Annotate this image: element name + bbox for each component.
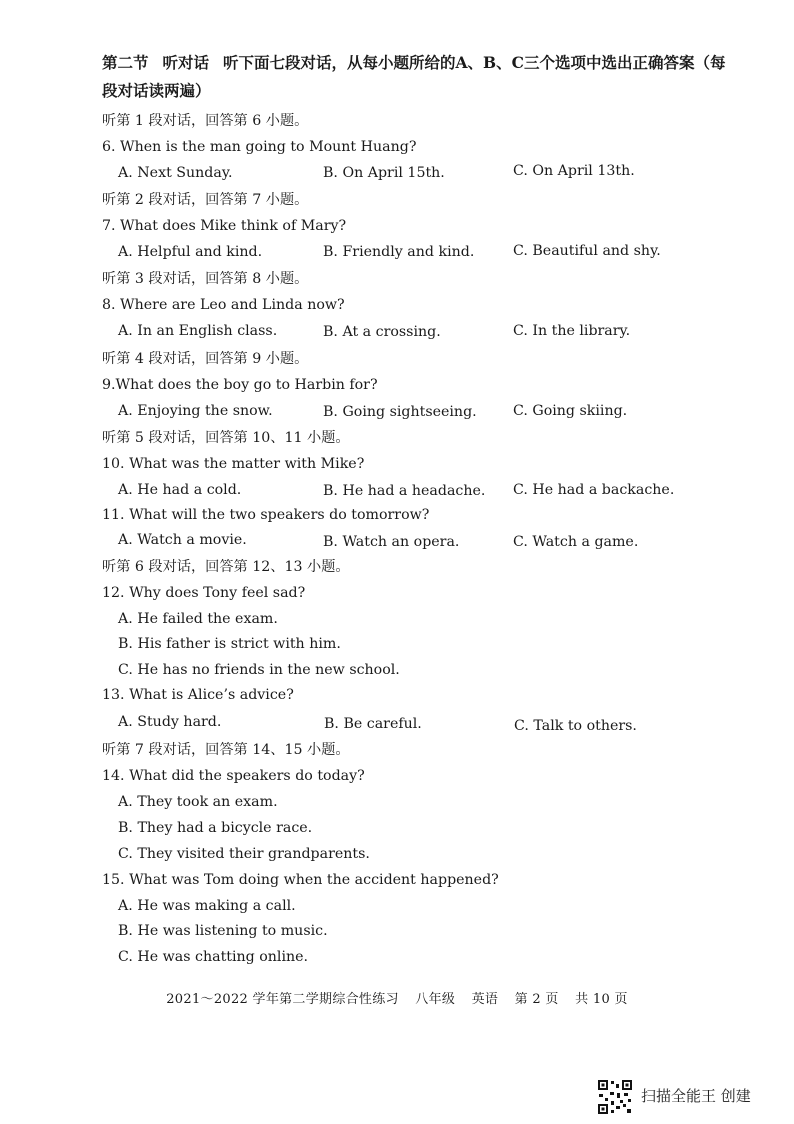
option-c: C. They visited their grandparents.: [118, 846, 370, 862]
option-c: C. He was chatting online.: [118, 949, 309, 965]
option-c: C. On April 13th.: [513, 163, 635, 179]
option-b: B. Be careful.: [324, 716, 422, 732]
section-title: 第二节: [102, 53, 149, 72]
footer-subject: 英语: [471, 992, 499, 1007]
section-instruction: 听下面七段对话，从每小题所给的A、B、C三个选项中选出正确答案（每: [223, 53, 726, 72]
option-b: B. His father is strict with him.: [118, 636, 341, 652]
option-a: A. Study hard.: [118, 714, 222, 730]
option-c: C. He has no friends in the new school.: [118, 662, 400, 678]
option-a: A. He had a cold.: [118, 482, 242, 498]
page-footer: [0, 988, 794, 1007]
footer-total: 共 10 页: [575, 992, 628, 1007]
option-a: A. Helpful and kind.: [118, 244, 263, 260]
dialogue-intro: 听第 5 段对话，回答第 10、11 小题。: [102, 430, 350, 446]
option-a: A. In an English class.: [118, 323, 278, 339]
question-stem: 8. Where are Leo and Linda now?: [102, 297, 345, 313]
footer-term: 2021～2022 学年第二学期综合性练习: [166, 992, 399, 1007]
qr-code-icon: [597, 1079, 633, 1115]
option-b: B. They had a bicycle race.: [118, 820, 313, 836]
question-stem: 14. What did the speakers do today?: [102, 768, 365, 784]
option-b: B. On April 15th.: [323, 165, 445, 181]
question-stem: 11. What will the two speakers do tomorrow?: [102, 507, 430, 523]
option-b: B. At a crossing.: [323, 324, 441, 340]
scanner-watermark: 扫描全能王 创建: [641, 1087, 751, 1105]
question-stem: 7. What does Mike think of Mary?: [102, 218, 347, 234]
option-c: C. Beautiful and shy.: [513, 243, 661, 259]
option-b: B. He was listening to music.: [118, 923, 328, 939]
option-a: A. He failed the exam.: [118, 611, 278, 627]
option-a: A. Watch a movie.: [118, 532, 247, 548]
option-c: C. He had a backache.: [513, 482, 675, 498]
option-c: C. Watch a game.: [513, 534, 639, 550]
option-c: C. In the library.: [513, 323, 631, 339]
dialogue-intro: 听第 4 段对话，回答第 9 小题。: [102, 351, 309, 367]
footer-page: 第 2 页: [514, 992, 559, 1007]
section-name: 听对话: [162, 53, 210, 72]
footer-grade: 八年级: [415, 992, 456, 1007]
section-instruction-cont: 段对话读两遍）: [102, 81, 211, 100]
option-a: A. Next Sunday.: [118, 165, 233, 181]
dialogue-intro: 听第 6 段对话，回答第 12、13 小题。: [102, 559, 350, 575]
dialogue-intro: 听第 3 段对话，回答第 8 小题。: [102, 271, 309, 287]
option-b: B. Going sightseeing.: [323, 404, 477, 420]
dialogue-intro: 听第 1 段对话，回答第 6 小题。: [102, 113, 309, 129]
option-b: B. Watch an opera.: [323, 534, 460, 550]
option-b: B. He had a headache.: [323, 483, 486, 499]
option-c: C. Going skiing.: [513, 403, 628, 419]
option-a: A. Enjoying the snow.: [118, 403, 273, 419]
question-stem: 10. What was the matter with Mike?: [102, 456, 365, 472]
question-stem: 9.What does the boy go to Harbin for?: [102, 377, 378, 393]
question-stem: 12. Why does Tony feel sad?: [102, 585, 306, 601]
option-c: C. Talk to others.: [514, 718, 637, 734]
dialogue-intro: 听第 2 段对话，回答第 7 小题。: [102, 192, 309, 208]
dialogue-intro: 听第 7 段对话，回答第 14、15 小题。: [102, 742, 350, 758]
option-b: B. Friendly and kind.: [323, 244, 475, 260]
question-stem: 15. What was Tom doing when the accident happened?: [102, 872, 499, 888]
question-stem: 13. What is Alice’s advice?: [102, 687, 294, 703]
option-a: A. He was making a call.: [118, 898, 296, 914]
option-a: A. They took an exam.: [118, 794, 278, 810]
section-header: [102, 54, 726, 72]
question-stem: 6. When is the man going to Mount Huang?: [102, 139, 417, 155]
